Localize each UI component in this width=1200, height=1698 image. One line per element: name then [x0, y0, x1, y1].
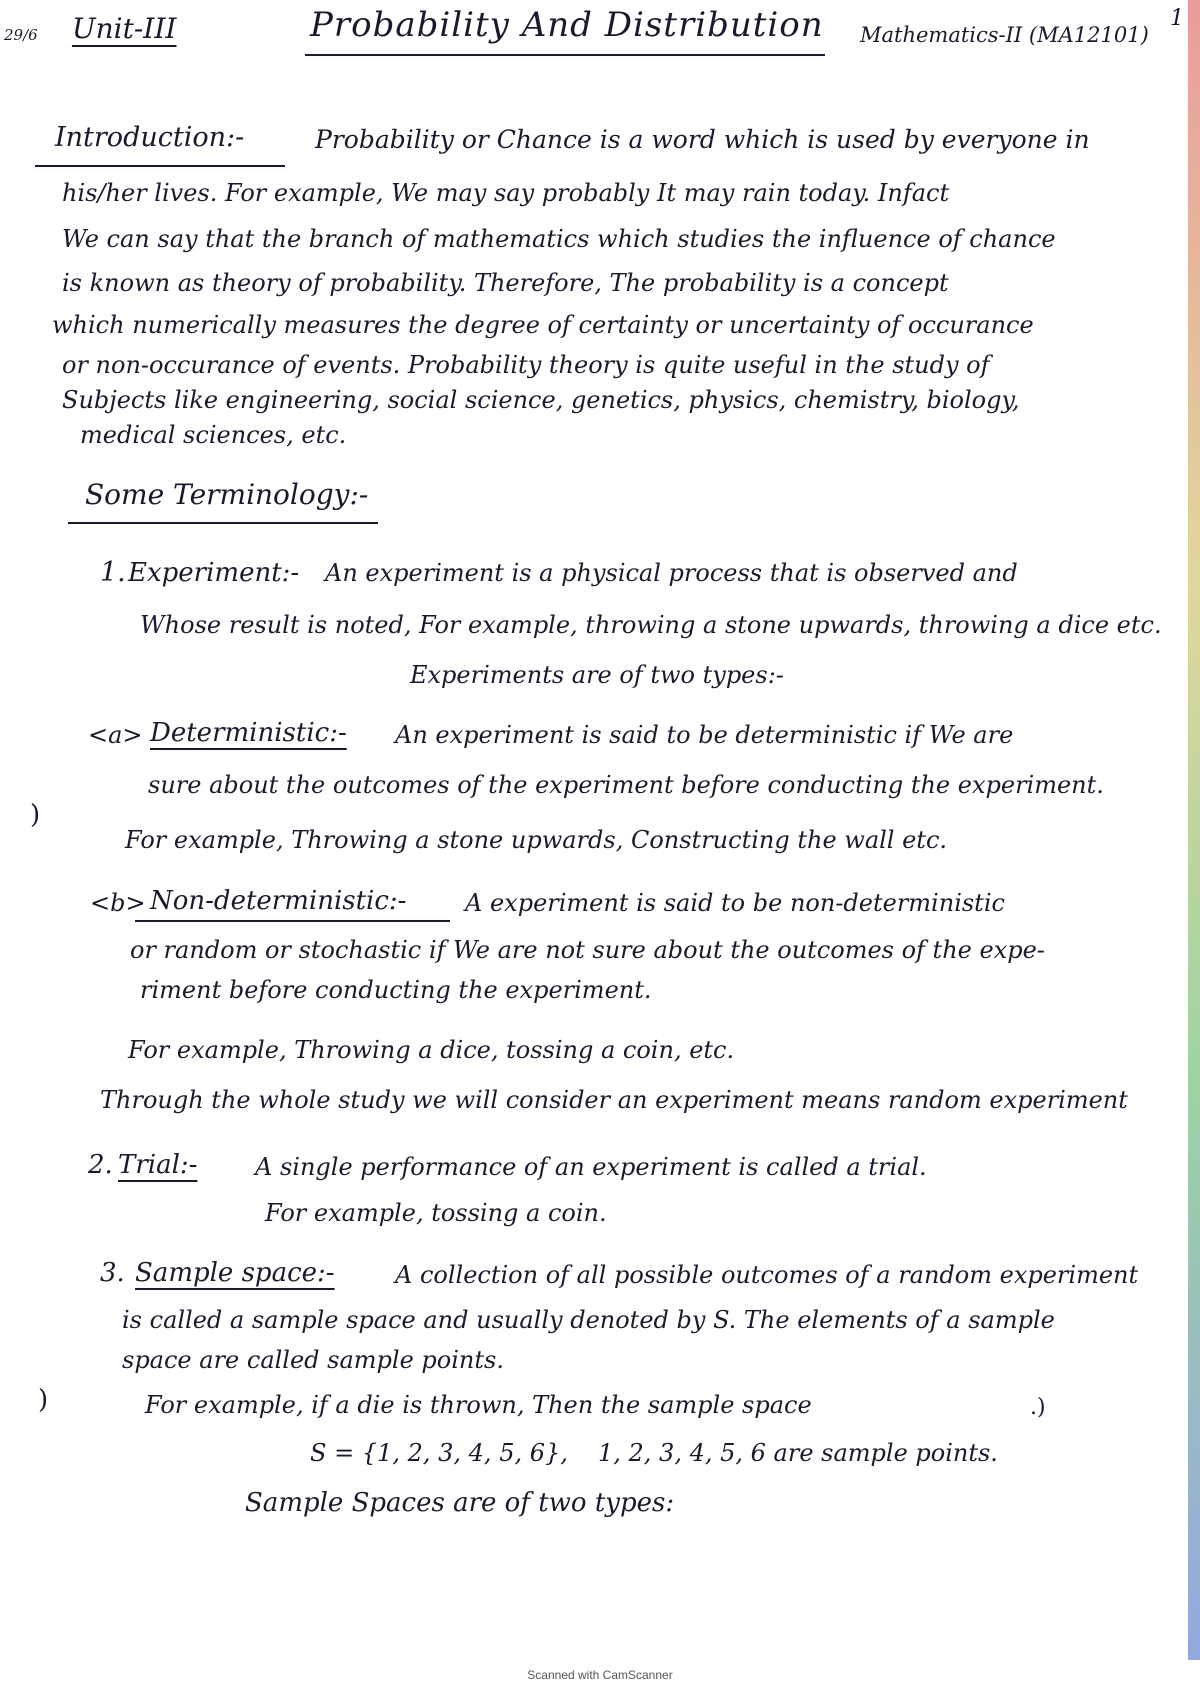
deterministic-heading: Deterministic:-: [150, 718, 347, 748]
intro-line: or non-occurance of events. Probability theory is quite useful in the study of: [62, 351, 990, 379]
non-deterministic-line: A experiment is said to be non-deterministic: [465, 889, 1005, 917]
intro-line: Probability or Chance is a word which is used by everyone in: [315, 125, 1090, 154]
sample-space-set: S = {1, 2, 3, 4, 5, 6},: [310, 1439, 568, 1467]
corner-note: 29/6: [4, 26, 38, 44]
trial-line: A single performance of an experiment is called a trial.: [255, 1153, 927, 1181]
deterministic-marker: <a>: [88, 721, 143, 749]
page-title: Probability And Distribution: [310, 5, 824, 45]
non-deterministic-note: Through the whole study we will consider an experiment means random experiment: [100, 1086, 1128, 1114]
experiment-line: Whose result is noted, For example, throwing a stone upwards, throwing a dice etc.: [140, 611, 1162, 639]
trial-example: For example, tossing a coin.: [265, 1199, 607, 1227]
margin-mark: .): [1030, 1395, 1046, 1420]
experiment-line: An experiment is a physical process that is observed and: [325, 559, 1018, 587]
sample-space-number: 3.: [100, 1258, 125, 1288]
experiment-types-intro: Experiments are of two types:-: [410, 661, 784, 689]
non-deterministic-marker: <b>: [90, 889, 146, 917]
deterministic-example: For example, Throwing a stone upwards, Constructing the wall etc.: [125, 826, 948, 854]
terminology-underline: [68, 522, 378, 524]
sample-space-example: For example, if a die is thrown, Then the sample space: [145, 1391, 812, 1419]
experiment-heading: Experiment:-: [128, 558, 300, 588]
non-deterministic-heading: Non-deterministic:-: [150, 886, 407, 916]
non-deterministic-line: or random or stochastic if We are not sure about the outcomes of the expe-: [130, 936, 1045, 964]
margin-mark: ): [38, 1385, 49, 1415]
introduction-underline: [35, 165, 285, 167]
trial-heading: Trial:-: [118, 1150, 198, 1180]
title-underline: [305, 54, 825, 56]
sample-space-line: A collection of all possible outcomes of a random experiment: [395, 1261, 1139, 1289]
experiment-number: 1.: [100, 557, 126, 588]
scanner-watermark: Scanned with CamScanner: [527, 1668, 673, 1682]
introduction-heading: Introduction:-: [55, 122, 245, 153]
non-deterministic-line: riment before conducting the experiment.: [140, 976, 652, 1004]
intro-line: We can say that the branch of mathematics which studies the influence of chance: [62, 225, 1056, 253]
sample-space-set-note: 1, 2, 3, 4, 5, 6 are sample points.: [598, 1439, 998, 1467]
sample-space-types: Sample Spaces are of two types:: [245, 1488, 675, 1518]
page-edge-stripe: [1188, 0, 1200, 1660]
course-label: Mathematics-II (MA12101): [860, 23, 1149, 47]
intro-line: medical sciences, etc.: [80, 421, 347, 449]
intro-line: which numerically measures the degree of certainty or uncertainty of occurance: [52, 311, 1034, 339]
sample-space-line: space are called sample points.: [122, 1346, 504, 1374]
deterministic-line: An experiment is said to be deterministic if We are: [395, 721, 1014, 749]
unit-label: Unit-III: [72, 12, 177, 45]
page-number: 1: [1170, 6, 1184, 31]
sample-space-line: is called a sample space and usually denoted by S. The elements of a sample: [122, 1306, 1055, 1334]
margin-mark: ): [30, 800, 41, 830]
terminology-heading: Some Terminology:-: [85, 478, 369, 511]
non-deterministic-example: For example, Throwing a dice, tossing a coin, etc.: [128, 1036, 735, 1064]
intro-line: his/her lives. For example, We may say probably It may rain today. Infact: [62, 179, 950, 207]
sample-space-heading: Sample space:-: [135, 1258, 335, 1288]
non-deterministic-underline: [135, 920, 450, 922]
intro-line: is known as theory of probability. Therefore, The probability is a concept: [62, 269, 949, 297]
intro-line: Subjects like engineering, social science, genetics, physics, chemistry, biology,: [62, 386, 1020, 414]
trial-number: 2.: [88, 1150, 113, 1180]
deterministic-line: sure about the outcomes of the experiment before conducting the experiment.: [148, 771, 1104, 799]
